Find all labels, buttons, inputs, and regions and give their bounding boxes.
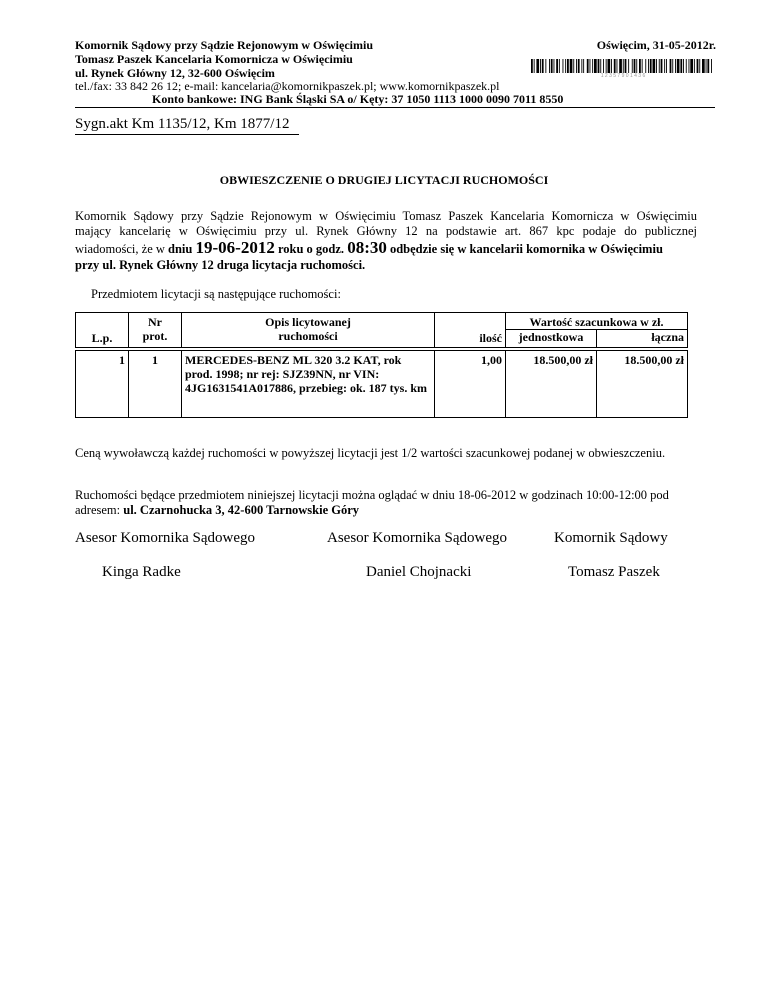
signature-role-3: Komornik Sądowy [554,530,668,546]
header-desc-line1: Opis licytowanej [265,315,351,329]
auction-date: 19-06-2012 [195,238,275,257]
bank-account: Konto bankowe: ING Bank Śląski SA o/ Kęty: 37 1050 1113 1000 0090 7011 8550 [152,92,564,106]
viewing-address: ul. Czarnohucka 3, 42-600 Tarnowskie Góry [123,503,360,517]
price-note: Ceną wywoławczą każdej ruchomości w powyższej licytacji jest 1/2 wartości szacunkowej podanej w obwieszczeniu. [75,446,666,460]
viewing-address-label: adresem: [75,503,124,517]
viewing-line1: Ruchomości będące przedmiotem niniejszej licytacji można oglądać w dniu 18-06-2012 w godzinach 10:00-12:00 pod [75,488,669,502]
signature-name-2: Daniel Chojnacki [366,564,472,580]
header-desc [182,313,435,350]
header-qty: ilość [435,313,506,350]
place-date: Oświęcim, 31-05-2012r. [596,38,716,52]
header-nr [129,313,182,350]
row-qty: 1,00 [435,349,506,418]
header-total: łączna [597,330,688,349]
signature-name-3: Tomasz Paszek [568,564,660,580]
table-header-row [76,313,688,330]
row-description: MERCEDES-BENZ ML 320 3.2 KAT, rok prod. 1998; nr rej: SJZ39NN, nr VIN: 4JG1631541A017886, przebieg: ok. 187 tys. km [182,349,435,418]
subject-line: Przedmiotem licytacji są następujące ruchomości: [91,287,341,301]
intro-line1: Komornik Sądowy przy Sądzie Rejonowym w Oświęcimiu Tomasz Paszek Kancelaria Komornicza w Oświęcimiu [75,209,697,223]
header-nr-line1: Nr [148,315,162,329]
office-address: ul. Rynek Główny 12, 32-600 Oświęcim [75,66,275,80]
barcode-digits: 1 2 3 5 7 9 0 1 4 3 6 [600,73,646,78]
signature-role-1: Asesor Komornika Sądowego [75,530,255,546]
intro-line3 [75,240,697,257]
auction-time: 08:30 [347,238,387,257]
signature-name-1: Kinga Radke [102,564,181,580]
barcode-icon [531,59,714,78]
intro-line4: przy ul. Rynek Główny 12 druga licytacja ruchomości. [75,258,366,272]
header-lp: L.p. [76,313,129,350]
page-title: OBWIESZCZENIE O DRUGIEJ LICYTACJI RUCHOMOŚCI [219,173,549,187]
viewing-line2 [75,503,697,518]
intro-line3-location: odbędzie się w kancelarii komornika w Oświęcimiu [386,242,663,256]
office-name-line2: Tomasz Paszek Kancelaria Komornicza w Oświęcimiu [75,52,353,66]
row-lp: 1 [76,349,129,418]
header-unit: jednostkowa [506,330,597,349]
row-unit-value: 18.500,00 zł [506,349,597,418]
intro-line2: mający kancelarię w Oświęcimiu przy ul. Rynek Główny 12 na podstawie art. 867 kpc podaje do publicznej [75,224,697,238]
case-reference-underline [75,134,299,135]
row-total-value: 18.500,00 zł [597,349,688,418]
case-reference: Sygn.akt Km 1135/12, Km 1877/12 [75,116,290,132]
intro-line3-text: wiadomości, że w [75,242,169,256]
header-divider [75,107,715,108]
intro-line3-hour: roku o godz. [274,242,348,256]
row-nr: 1 [129,349,182,418]
office-name-line1: Komornik Sądowy przy Sądzie Rejonowym w Oświęcimiu [75,38,373,52]
signature-role-2: Asesor Komornika Sądowego [327,530,507,546]
header-nr-line2: prot. [142,329,168,343]
table-row [76,349,688,418]
intro-line3-dniu: dniu [168,242,196,256]
header-desc-line2: ruchomości [278,329,338,343]
office-contact: tel./fax: 33 842 26 12; e-mail: kancelaria@komornikpaszek.pl; www.komornikpaszek.pl [75,79,500,93]
header-value: Wartość szacunkowa w zł. [506,313,688,330]
items-table [75,312,688,418]
